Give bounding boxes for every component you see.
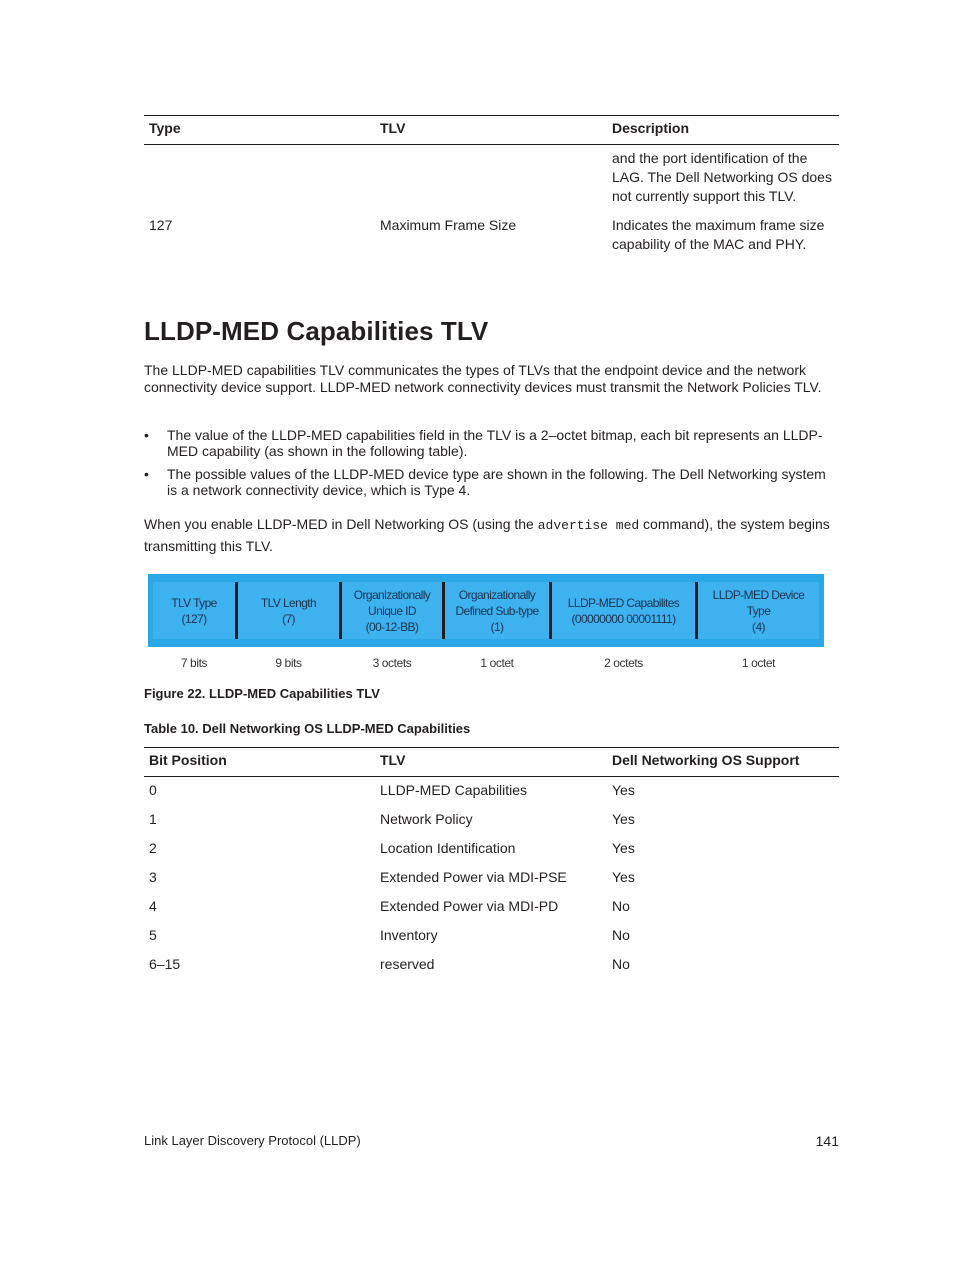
enable-text-after: command), the system begins transmitting this TLV. — [144, 516, 830, 554]
field-label: (4) — [752, 619, 765, 634]
bullet-icon: • — [144, 466, 149, 482]
tlv-format-figure — [148, 574, 824, 676]
field-size: 1 octet — [741, 656, 776, 670]
cell-type: 127 — [149, 217, 173, 233]
cell-tlv: Extended Power via MDI-PD — [380, 898, 559, 914]
list-item — [144, 427, 839, 459]
table-row — [144, 212, 839, 260]
field-label: (00000000 00001111) — [571, 611, 676, 626]
table-row — [144, 835, 839, 864]
field-label: (7) — [282, 611, 295, 626]
field-label: (127) — [181, 611, 207, 626]
field-size: 2 octets — [604, 656, 643, 670]
field-capabilities — [552, 582, 695, 639]
cell-tlv: Network Policy — [380, 811, 473, 827]
field-tlv-type — [153, 582, 235, 639]
field-label: Organizationally — [458, 587, 536, 602]
column-header-bit-position: Bit Position — [144, 748, 375, 777]
table-row — [144, 864, 839, 893]
cell-type — [144, 145, 375, 213]
cell-tlv: Inventory — [380, 927, 438, 943]
cell-support: Yes — [612, 811, 635, 827]
cell-description: and the port identification of the LAG. The Dell Networking OS does not currently support this TLV. — [612, 150, 832, 204]
table-row — [144, 777, 839, 807]
column-header-support: Dell Networking OS Support — [607, 748, 839, 777]
field-label: LLDP-MED Device — [712, 587, 805, 602]
footer-title: Link Layer Discovery Protocol (LLDP) — [144, 1133, 361, 1148]
cell-tlv — [375, 145, 607, 213]
enable-text-before: When you enable LLDP-MED in Dell Networking OS (using the — [144, 516, 538, 532]
table-header-row — [144, 748, 839, 777]
figure-caption: Figure 22. LLDP-MED Capabilities TLV — [144, 686, 380, 701]
list-item-text: The possible values of the LLDP-MED device type are shown in the following. The Dell Networking system is a network connectivity device, which is Type 4. — [167, 466, 826, 498]
cell-tlv: Maximum Frame Size — [380, 217, 517, 233]
field-size: 3 octets — [372, 656, 412, 670]
list-item-text: The value of the LLDP-MED capabilities field in the TLV is a 2–octet bitmap, each bit represents an LLDP-MED capability (as shown in the following table). — [167, 427, 823, 459]
field-subtype — [445, 582, 549, 639]
cell-support: No — [612, 956, 630, 972]
field-oui — [342, 582, 442, 639]
field-label: Defined Sub-type — [455, 603, 539, 618]
cell-support: Yes — [612, 840, 635, 856]
table-header-row — [144, 116, 839, 145]
cell-tlv: reserved — [380, 956, 435, 972]
table-row — [144, 922, 839, 951]
figure-band — [148, 574, 824, 647]
cell-bit: 6–15 — [149, 956, 181, 972]
table-caption: Table 10. Dell Networking OS LLDP-MED Capabilities — [144, 721, 471, 736]
section-title: LLDP-MED Capabilities TLV — [144, 316, 489, 346]
tlv-continuation-table — [144, 115, 839, 260]
table-row — [144, 145, 839, 213]
cell-bit: 1 — [149, 811, 157, 827]
field-tlv-length — [238, 582, 339, 639]
cell-bit: 5 — [149, 927, 157, 943]
cell-tlv: LLDP-MED Capabilities — [380, 782, 528, 798]
cell-tlv: Extended Power via MDI-PSE — [380, 869, 567, 885]
field-label: (00-12-BB) — [365, 619, 419, 634]
field-size: 7 bits — [180, 656, 208, 670]
page-number: 141 — [815, 1133, 839, 1149]
field-size: 9 bits — [275, 656, 302, 670]
field-label: TLV Type — [171, 595, 217, 610]
field-label: TLV Length — [260, 595, 317, 610]
field-label: (1) — [490, 619, 504, 634]
cell-support: No — [612, 898, 630, 914]
bullet-list — [144, 427, 839, 505]
field-label: Organizationally — [353, 587, 431, 602]
cell-support: Yes — [612, 869, 635, 885]
column-header-description: Description — [607, 116, 839, 145]
field-label: Type — [746, 603, 771, 618]
cell-support: No — [612, 927, 630, 943]
cell-bit: 0 — [149, 782, 157, 798]
bullet-icon: • — [144, 427, 149, 443]
capabilities-table — [144, 747, 839, 980]
field-label: Unique ID — [368, 603, 416, 618]
table-row — [144, 951, 839, 980]
command-code: advertise med — [537, 518, 640, 533]
field-size: 1 octet — [480, 656, 514, 670]
column-header-tlv: TLV — [375, 748, 607, 777]
cell-bit: 2 — [149, 840, 157, 856]
cell-description: Indicates the maximum frame size capability of the MAC and PHY. — [612, 217, 825, 252]
intro-paragraph: The LLDP-MED capabilities TLV communicates the types of TLVs that the endpoint device and the network connectivity device support. LLDP-MED network connectivity devices must transmit the Network Policies TLV. — [144, 362, 822, 395]
column-header-tlv: TLV — [375, 116, 607, 145]
cell-tlv: Location Identification — [380, 840, 516, 856]
cell-bit: 4 — [149, 898, 157, 914]
table-row — [144, 893, 839, 922]
field-label: LLDP-MED Capabilites — [567, 595, 680, 610]
cell-bit: 3 — [149, 869, 157, 885]
field-device-type — [698, 582, 819, 639]
enable-paragraph — [144, 514, 839, 556]
cell-support: Yes — [612, 782, 635, 798]
list-item — [144, 466, 839, 498]
table-row — [144, 806, 839, 835]
column-header-type: Type — [144, 116, 375, 145]
